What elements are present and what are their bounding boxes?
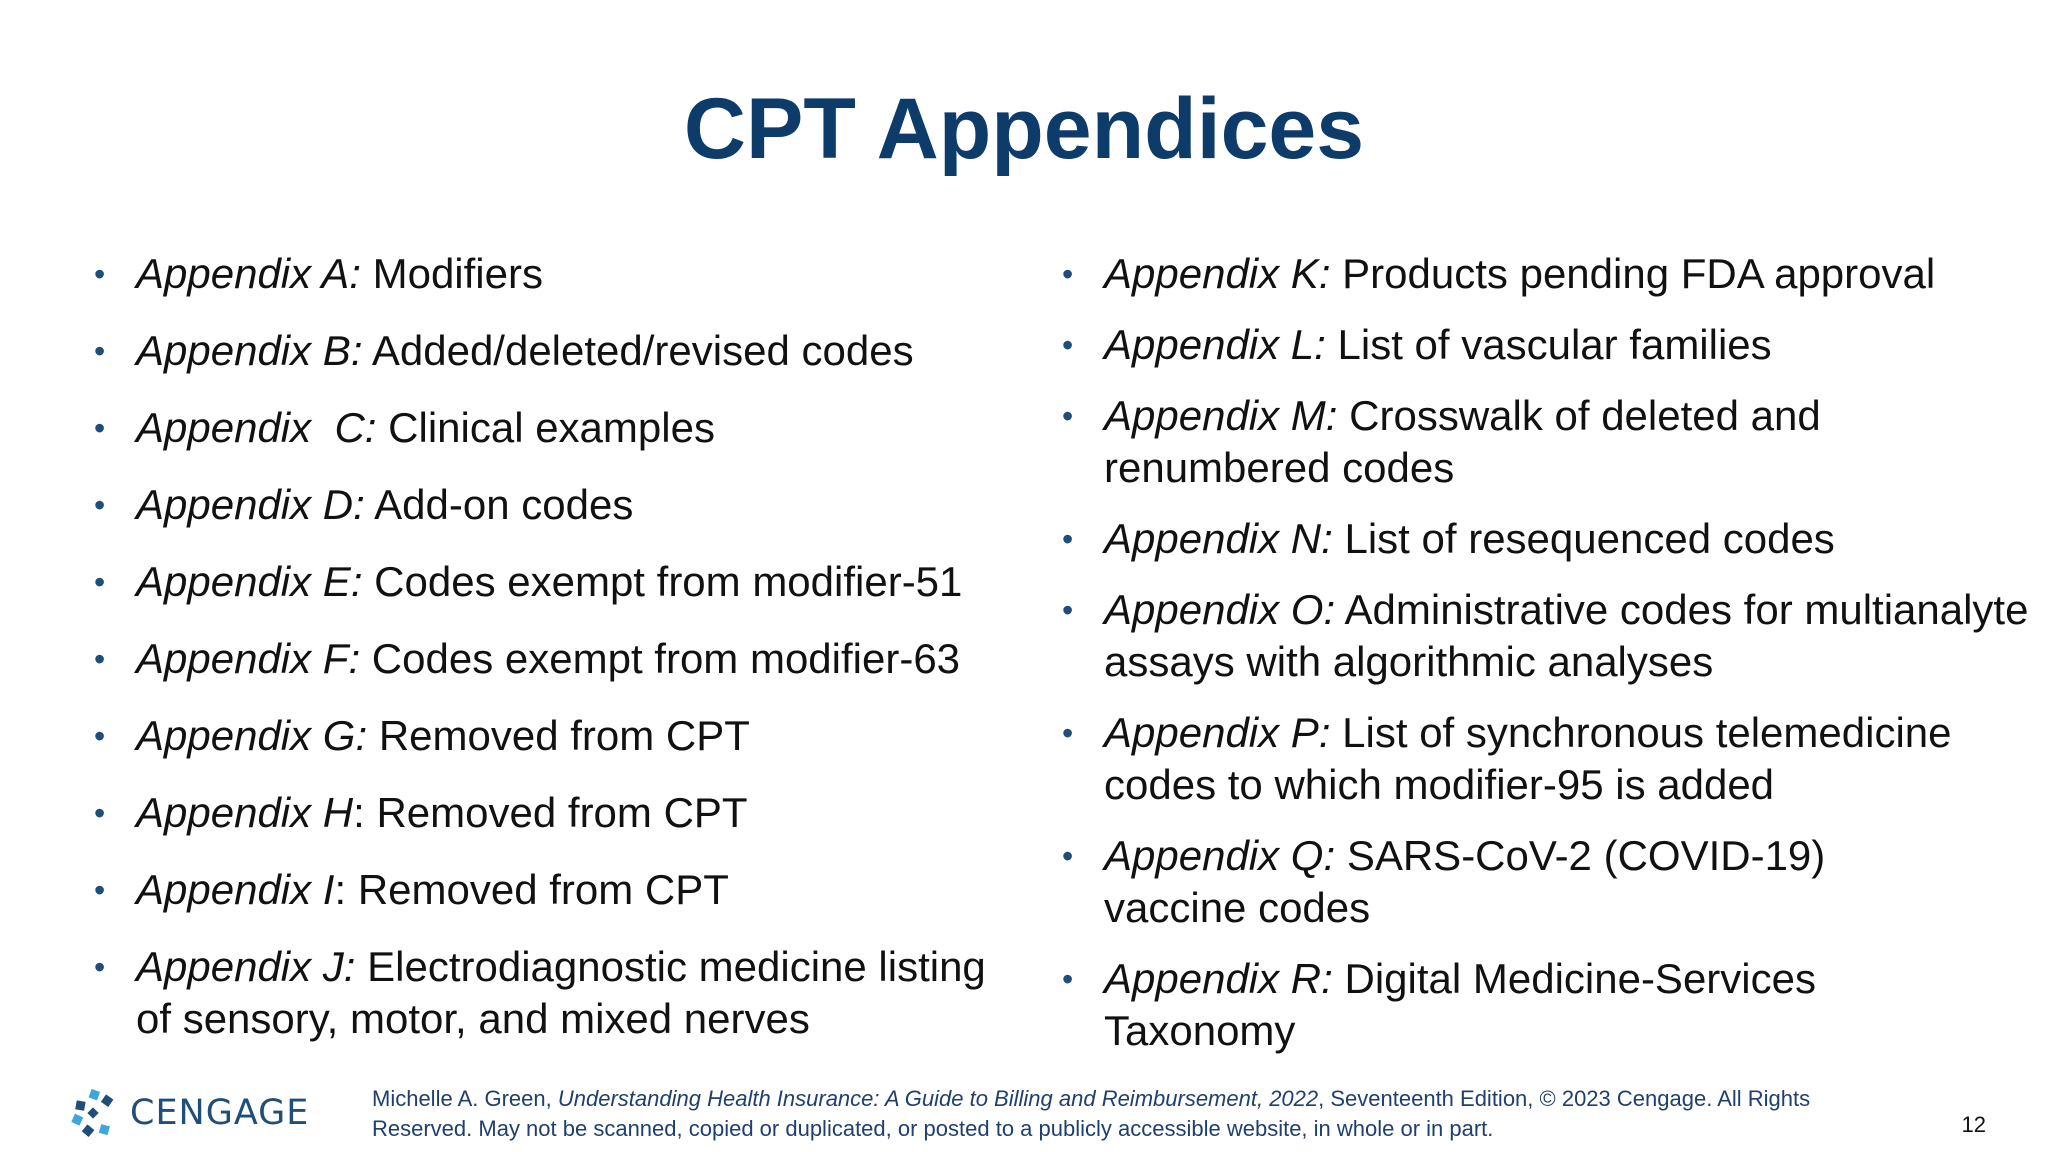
list-item bbox=[92, 710, 1032, 762]
bullet-dot-icon: • bbox=[1062, 398, 1074, 434]
appendix-label: Appendix O: bbox=[1104, 586, 1336, 633]
appendix-description: Modifiers bbox=[360, 250, 543, 297]
list-item bbox=[92, 248, 1032, 300]
citation-book-title: Understanding Health Insurance: A Guide to Billing and Reimbursement, 2022 bbox=[557, 1086, 1319, 1111]
list-item bbox=[1060, 248, 2020, 300]
bullet-dot-icon: • bbox=[94, 333, 106, 369]
appendix-description: Digital Medicine-Services Taxonomy bbox=[1104, 955, 1816, 1054]
appendix-description: SARS-CoV-2 (COVID-19) vaccine codes bbox=[1104, 832, 1826, 931]
cengage-logo bbox=[70, 1086, 309, 1140]
appendix-list-left bbox=[92, 248, 1032, 1070]
appendix-description: : Removed from CPT bbox=[334, 866, 729, 913]
appendix-label: Appendix N: bbox=[1104, 515, 1333, 562]
appendix-description: Clinical examples bbox=[376, 404, 715, 451]
appendix-description: List of synchronous telemedicine codes to which modifier-95 is added bbox=[1104, 709, 1952, 808]
appendix-label: Appendix D: bbox=[136, 481, 365, 528]
bullet-dot-icon: • bbox=[94, 410, 106, 446]
citation-rights: , Seventeenth Edition, © 2023 Cengage. All Rights Reserved. May not be scanned, copied or duplicated, or posted to a publicly accessible website, in whole or in part. bbox=[372, 1086, 1811, 1141]
appendix-label: Appendix H bbox=[136, 789, 354, 836]
list-item bbox=[1060, 319, 2020, 371]
bullet-dot-icon: • bbox=[94, 872, 106, 908]
list-item bbox=[92, 325, 1032, 377]
list-item bbox=[92, 787, 1032, 839]
appendix-description: Codes exempt from modifier-63 bbox=[360, 635, 961, 682]
appendix-label: Appendix J: bbox=[136, 943, 356, 990]
list-item bbox=[1060, 584, 2048, 688]
logo-text: CENGAGE bbox=[130, 1093, 310, 1133]
bullet-dot-icon: • bbox=[94, 949, 106, 985]
citation-author: Michelle A. Green, bbox=[372, 1086, 558, 1111]
list-item bbox=[92, 864, 1032, 916]
cengage-logo-icon bbox=[70, 1087, 122, 1139]
list-item bbox=[1060, 953, 1894, 1057]
appendix-description: Add-on codes bbox=[364, 481, 634, 528]
appendix-description: Administrative codes for multianalyte assays with algorithmic analyses bbox=[1104, 586, 2029, 685]
list-item bbox=[92, 479, 1032, 531]
page-number: 12 bbox=[1961, 1112, 1986, 1137]
bullet-dot-icon: • bbox=[1062, 256, 1074, 292]
bullet-dot-icon: • bbox=[94, 795, 106, 831]
appendix-description: Removed from CPT bbox=[367, 712, 750, 759]
list-item bbox=[1060, 707, 2048, 811]
list-item bbox=[92, 941, 1016, 1045]
appendix-label: Appendix L: bbox=[1104, 321, 1326, 368]
footer-citation bbox=[372, 1084, 1892, 1144]
bullet-dot-icon: • bbox=[94, 487, 106, 523]
appendix-label: Appendix I bbox=[136, 866, 335, 913]
appendix-description: Codes exempt from modifier-51 bbox=[362, 558, 963, 605]
bullet-dot-icon: • bbox=[94, 256, 106, 292]
appendix-label: Appendix E: bbox=[136, 558, 363, 605]
list-item bbox=[1060, 830, 1894, 934]
bullet-dot-icon: • bbox=[1062, 838, 1074, 874]
appendix-label: Appendix R: bbox=[1104, 955, 1333, 1002]
appendix-label: Appendix F: bbox=[136, 635, 361, 682]
bullet-dot-icon: • bbox=[1062, 961, 1074, 997]
appendix-description: Products pending FDA approval bbox=[1330, 250, 1936, 297]
list-item bbox=[92, 556, 1032, 608]
appendix-description: List of resequenced codes bbox=[1332, 515, 1835, 562]
bullet-dot-icon: • bbox=[1062, 327, 1074, 363]
appendix-description: Crosswalk of deleted and renumbered codes bbox=[1104, 392, 1821, 491]
appendix-label: Appendix P: bbox=[1104, 709, 1331, 756]
appendix-description: : Removed from CPT bbox=[353, 789, 748, 836]
slide-title: CPT Appendices bbox=[683, 81, 1365, 177]
bullet-dot-icon: • bbox=[1062, 715, 1074, 751]
list-item bbox=[92, 633, 1032, 685]
appendix-label: Appendix A: bbox=[136, 250, 361, 297]
list-item bbox=[1060, 513, 2020, 565]
appendix-description: Added/deleted/revised codes bbox=[362, 327, 914, 374]
appendix-label: Appendix K: bbox=[1104, 250, 1331, 297]
bullet-dot-icon: • bbox=[94, 641, 106, 677]
appendix-list-right bbox=[1060, 248, 2029, 1076]
appendix-description: List of vascular families bbox=[1325, 321, 1772, 368]
appendix-description: Electrodiagnostic medicine listing of sensory, motor, and mixed nerves bbox=[136, 943, 986, 1042]
bullet-dot-icon: • bbox=[94, 564, 106, 600]
appendix-label: Appendix M: bbox=[1104, 392, 1338, 439]
bullet-dot-icon: • bbox=[94, 718, 106, 754]
appendix-label: Appendix B: bbox=[136, 327, 363, 374]
bullet-dot-icon: • bbox=[1062, 521, 1074, 557]
appendix-label: Appendix Q: bbox=[1104, 832, 1336, 879]
appendix-label: Appendix G: bbox=[136, 712, 368, 759]
bullet-dot-icon: • bbox=[1062, 592, 1074, 628]
list-item bbox=[92, 402, 1032, 454]
appendix-label: Appendix C: bbox=[136, 404, 377, 451]
list-item bbox=[1060, 390, 1864, 494]
